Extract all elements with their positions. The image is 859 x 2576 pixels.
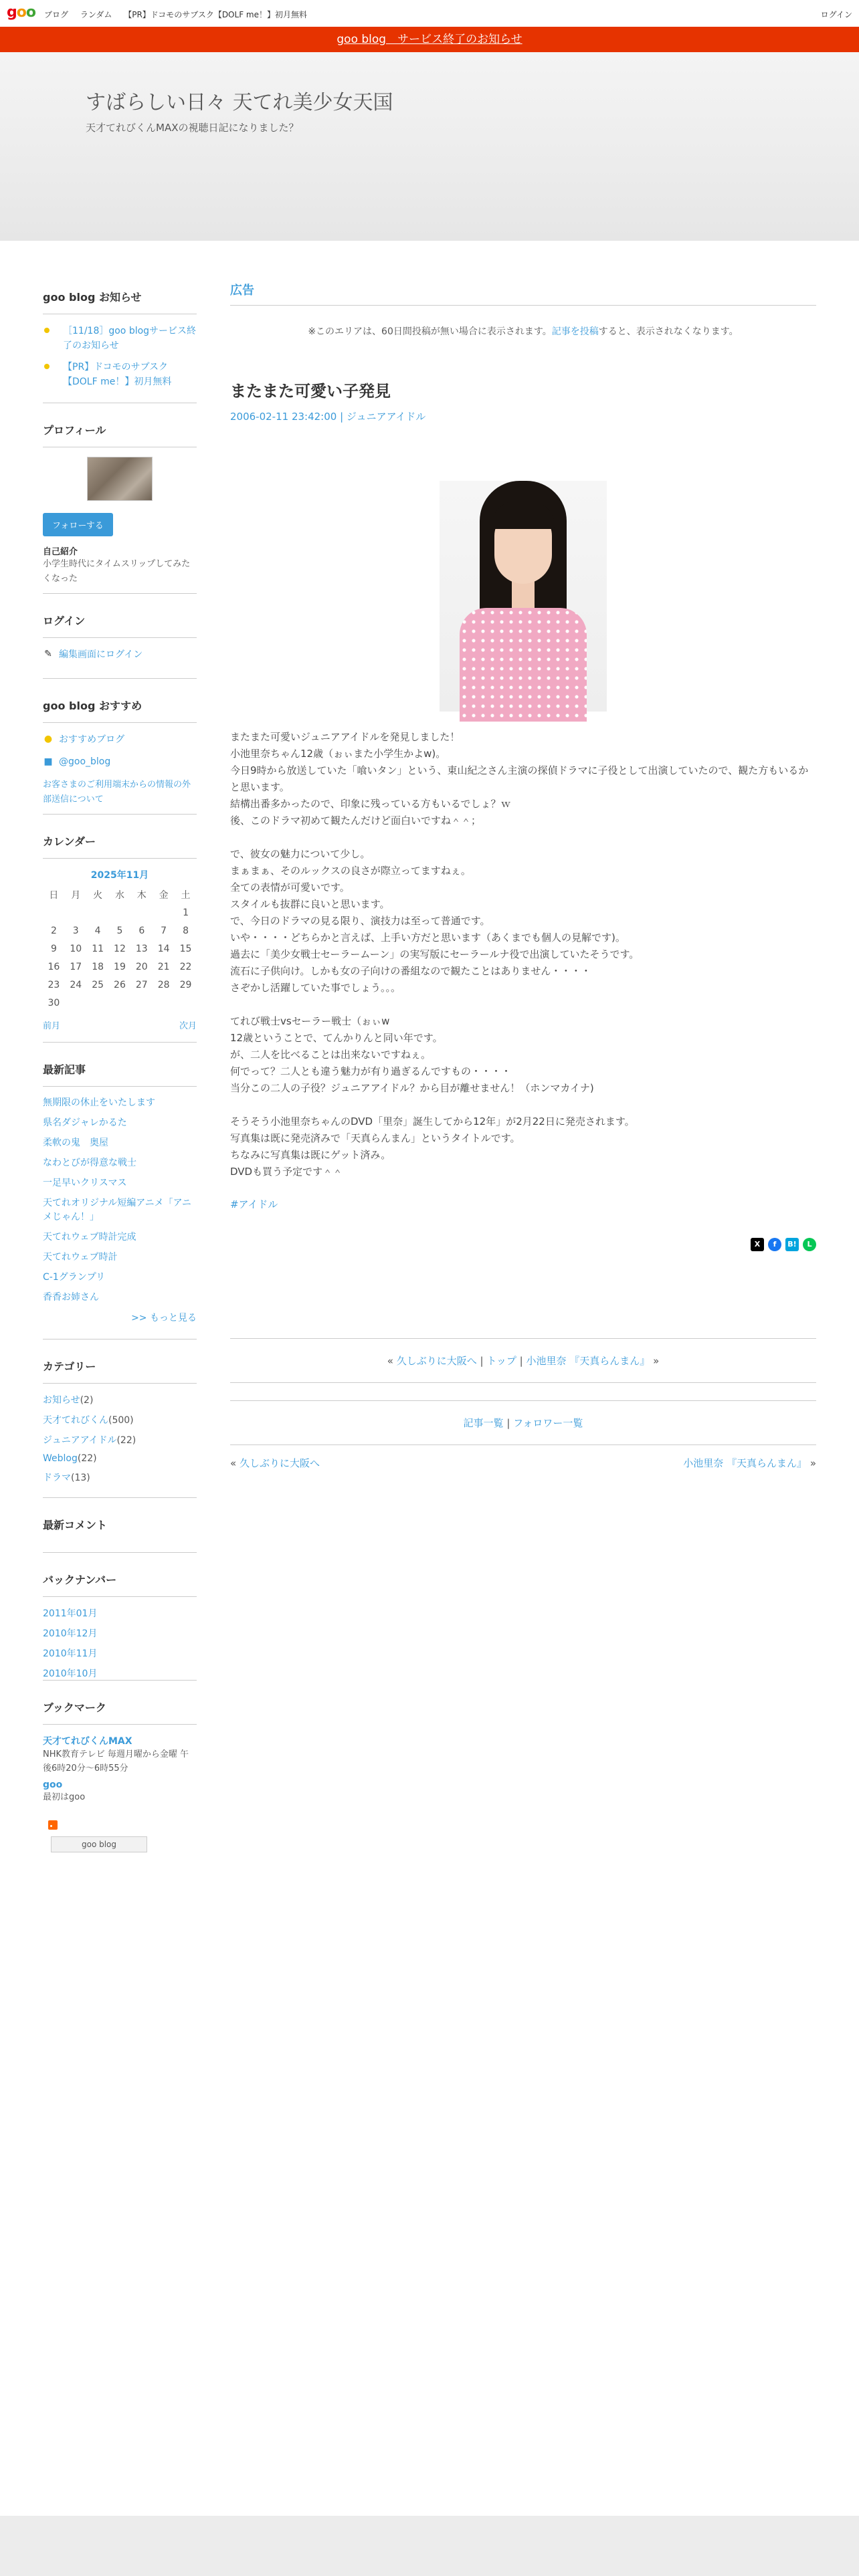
post-line: ちなみに写真集は既にゲット済み。 bbox=[230, 1149, 391, 1161]
calendar-day bbox=[153, 903, 175, 922]
category-section bbox=[43, 1350, 197, 1498]
dress-shape bbox=[460, 608, 587, 722]
bookmark-section bbox=[43, 1691, 197, 1852]
intro-text: 小学生時代にタイムスリップしてみたくなった bbox=[43, 559, 191, 584]
calendar-day: 9 bbox=[50, 943, 57, 954]
backnumber-link[interactable]: 2010年11月 bbox=[43, 1648, 98, 1659]
top-bar bbox=[0, 0, 859, 27]
calendar-day bbox=[130, 994, 153, 1012]
comments-section bbox=[43, 1509, 197, 1553]
hatena-bookmark-icon[interactable]: B! bbox=[785, 1238, 799, 1251]
comments-title: 最新コメント bbox=[43, 1519, 108, 1531]
post-line: いや・・・・どちらかと言えば、上手い方だと思います（あくまでも個人の見解です)。 bbox=[230, 932, 626, 944]
calendar-weekday: 水 bbox=[114, 889, 124, 901]
next-arrow-icon: » bbox=[653, 1355, 660, 1367]
post-line: DVDも買う予定です＾＾ bbox=[230, 1166, 343, 1178]
top-nav-blog[interactable]: ブログ bbox=[44, 10, 69, 19]
post-line: まぁまぁ、そのルックスの良さが際立ってますねぇ。 bbox=[230, 865, 471, 877]
recommend-blog-link[interactable]: おすすめブログ bbox=[59, 734, 125, 745]
calendar-day bbox=[130, 903, 153, 922]
goo-logo[interactable]: goo bbox=[7, 4, 35, 21]
backnumber-link[interactable]: 2010年10月 bbox=[43, 1669, 98, 1679]
category-count: (13) bbox=[71, 1473, 90, 1483]
category-link[interactable]: お知らせ bbox=[43, 1395, 80, 1406]
calendar-next-link[interactable]: 次月 bbox=[179, 1021, 197, 1031]
prev-post-link-bottom[interactable]: 久しぶりに大阪へ bbox=[239, 1457, 320, 1469]
post-line: 結構出番多かったので、印象に残っている方もいるでしょ？ｗ bbox=[230, 798, 511, 810]
notice-section bbox=[43, 281, 197, 403]
recent-link[interactable]: 一足早いクリスマス bbox=[43, 1178, 127, 1188]
calendar-day: 11 bbox=[92, 943, 104, 954]
calendar-weekday: 月 bbox=[71, 889, 81, 901]
profile-title: プロフィール bbox=[43, 414, 197, 447]
recent-item bbox=[43, 1116, 197, 1130]
recent-link[interactable]: 天てれオリジナル短編アニメ「アニメじゃん！」 bbox=[43, 1198, 191, 1222]
calendar-day: 8 bbox=[183, 925, 189, 936]
prev-arrow-icon: « bbox=[230, 1457, 237, 1469]
calendar-day: 6 bbox=[138, 925, 145, 936]
top-nav bbox=[44, 9, 316, 20]
line-share-icon[interactable]: L bbox=[803, 1238, 816, 1251]
calendar-day bbox=[109, 903, 131, 922]
recent-link[interactable]: なわとびが得意な戦士 bbox=[43, 1158, 136, 1168]
notice-item bbox=[43, 324, 197, 353]
calendar-day bbox=[43, 903, 65, 922]
post-line: が、二人を比べることは出来ないですねぇ。 bbox=[230, 1049, 432, 1061]
post-line: 小池里奈ちゃん12歳（ぉぃまた小学生かよw)。 bbox=[230, 748, 446, 760]
category-item bbox=[43, 1471, 197, 1484]
goo-blog-twitter-link[interactable]: @goo_blog bbox=[59, 756, 111, 767]
recommend-title: goo blog おすすめ bbox=[43, 689, 197, 723]
calendar-table bbox=[43, 885, 197, 1012]
post-line: スタイルも抜群に良いと思います。 bbox=[230, 898, 390, 910]
tag-link[interactable]: #アイドル bbox=[230, 1198, 278, 1210]
top-nav-pr[interactable]: 【PR】ドコモのサブスク【DOLF me！】初月無料 bbox=[124, 10, 307, 19]
post-paragraph bbox=[230, 846, 816, 996]
calendar-weekday: 土 bbox=[181, 889, 191, 901]
blog-description: 天才てれびくんMAXの視聴日記になりました？ bbox=[86, 122, 299, 134]
x-share-icon[interactable]: X bbox=[751, 1238, 764, 1251]
post-line: 後、このドラマ初めて観たんだけど面白いですね＾＾； bbox=[230, 815, 482, 827]
calendar-day bbox=[87, 903, 109, 922]
recent-more-link[interactable]: >> もっと見る bbox=[131, 1313, 197, 1323]
recent-item bbox=[43, 1196, 197, 1224]
calendar-nav bbox=[43, 1018, 197, 1031]
ad-note-text: ※このエリアは、60日間投稿が無い場合に表示されます。 bbox=[308, 326, 552, 337]
backnumber-title: バックナンバー bbox=[43, 1564, 197, 1597]
category-count: (2) bbox=[80, 1395, 94, 1406]
recent-item bbox=[43, 1251, 197, 1265]
blog-header bbox=[0, 52, 859, 241]
calendar-day bbox=[153, 994, 175, 1012]
recommend-section bbox=[43, 689, 197, 815]
calendar-day: 27 bbox=[135, 979, 148, 990]
calendar-day: 14 bbox=[157, 943, 170, 954]
calendar-day: 26 bbox=[114, 979, 126, 990]
calendar-week bbox=[43, 994, 197, 1012]
recent-link[interactable]: 県名ダジャレかるた bbox=[43, 1117, 127, 1128]
calendar-week bbox=[43, 922, 197, 940]
bookmark-title: ブックマーク bbox=[43, 1691, 197, 1725]
recent-item bbox=[43, 1271, 197, 1285]
category-link[interactable]: ドラマ bbox=[43, 1473, 71, 1483]
calendar-day bbox=[109, 994, 131, 1012]
calendar-day: 28 bbox=[157, 979, 170, 990]
meta-separator: | bbox=[337, 411, 347, 423]
recent-item bbox=[43, 1136, 197, 1150]
recent-title: 最新記事 bbox=[43, 1053, 197, 1087]
calendar-week bbox=[43, 940, 197, 958]
next-post-link[interactable]: 小池里奈 『天真らんまん』 bbox=[526, 1355, 650, 1367]
calendar-day: 15 bbox=[179, 943, 192, 954]
post-line: 全ての表情が可愛いです。 bbox=[230, 881, 350, 893]
calendar-day: 29 bbox=[179, 979, 192, 990]
facebook-share-icon[interactable]: f bbox=[768, 1238, 781, 1251]
category-link[interactable]: Weblog bbox=[43, 1453, 78, 1464]
article-list-link[interactable]: 記事一覧 bbox=[463, 1417, 504, 1429]
recent-link[interactable]: 天てれウェブ時計 bbox=[43, 1252, 118, 1263]
ad-note bbox=[230, 324, 816, 338]
prev-next-bar bbox=[230, 1456, 816, 1470]
notice-link[interactable]: 【PR】ドコモのサブスク【DOLF me！】初月無料 bbox=[63, 362, 172, 387]
post-paragraph bbox=[230, 729, 816, 829]
ad-note-text: すると、表示されなくなります。 bbox=[598, 326, 739, 337]
calendar-month[interactable]: 2025年11月 bbox=[90, 870, 149, 881]
post-line: で、今日のドラマの見る限り、演技力は至って普通です。 bbox=[230, 915, 490, 927]
profile-section bbox=[43, 414, 197, 594]
calendar-day: 21 bbox=[157, 961, 170, 972]
post-line: 当分この二人の子役？ジュニアアイドル？から目が離せません！（ホンマカイナ) bbox=[230, 1082, 594, 1094]
list-navigation bbox=[230, 1400, 816, 1445]
rss-icon[interactable] bbox=[48, 1820, 58, 1830]
post-title[interactable]: またまた可愛い子発見 bbox=[230, 382, 391, 401]
calendar-title: カレンダー bbox=[43, 825, 197, 859]
calendar-day: 1 bbox=[183, 907, 189, 918]
post-line: そうそう小池里奈ちゃんのDVD「里奈」誕生してから12年」が2月22日に発売されます。 bbox=[230, 1115, 635, 1128]
calendar-day: 22 bbox=[179, 961, 192, 972]
post-line: 流石に子供向け。しかも女の子向けの番組なので観たことはありません・・・・ bbox=[230, 965, 591, 977]
nav-separator: | bbox=[480, 1355, 487, 1367]
calendar-day: 10 bbox=[70, 943, 82, 954]
ad-title: 広告 bbox=[230, 281, 816, 306]
category-item bbox=[43, 1453, 197, 1464]
category-item bbox=[43, 1393, 197, 1406]
bookmark-desc: NHK教育テレビ 毎週月曜から金曜 午後6時20分〜6時55分 bbox=[43, 1749, 189, 1774]
calendar-day bbox=[65, 903, 87, 922]
nav-separator: | bbox=[519, 1355, 527, 1367]
category-count: (22) bbox=[77, 1453, 97, 1464]
recommend-row bbox=[43, 732, 197, 746]
calendar-day: 4 bbox=[94, 925, 101, 936]
follow-button[interactable]: フォローする bbox=[43, 513, 113, 536]
follower-list-link[interactable]: フォロワー一覧 bbox=[513, 1417, 583, 1429]
backnumber-link[interactable]: 2011年01月 bbox=[43, 1608, 98, 1619]
edit-login-link[interactable]: 編集画面にログイン bbox=[59, 649, 143, 660]
external-info-link[interactable]: お客さまのご利用端末からの情報の外部送信について bbox=[43, 780, 191, 804]
bookmark-link[interactable]: goo bbox=[43, 1780, 63, 1790]
recent-item bbox=[43, 1096, 197, 1110]
twitter-icon: ■ bbox=[43, 756, 53, 767]
calendar-day: 5 bbox=[116, 925, 123, 936]
calendar-weekday: 日 bbox=[49, 889, 59, 901]
calendar-week bbox=[43, 958, 197, 976]
post-line: またまた可愛いジュニアアイドルを発見しました！ bbox=[230, 731, 460, 743]
calendar-day: 24 bbox=[70, 979, 82, 990]
post-paragraph bbox=[230, 1013, 816, 1097]
post-line: てれび戦士vsセーラー戦士（ぉぃw bbox=[230, 1015, 390, 1027]
calendar-week bbox=[43, 903, 197, 922]
backnumber-section bbox=[43, 1564, 197, 1681]
next-arrow-icon: » bbox=[809, 1457, 816, 1469]
calendar-day: 19 bbox=[114, 961, 126, 972]
calendar-day: 20 bbox=[135, 961, 148, 972]
recent-link[interactable]: 無期限の休止をいたします bbox=[43, 1097, 155, 1108]
calendar-day: 30 bbox=[47, 997, 60, 1008]
calendar-section bbox=[43, 825, 197, 1043]
calendar-day: 18 bbox=[92, 961, 104, 972]
notice-title: goo blog お知らせ bbox=[43, 281, 197, 314]
footer bbox=[0, 2516, 859, 2576]
recent-link[interactable]: 柔軟の鬼 奥屋 bbox=[43, 1138, 108, 1148]
calendar-day: 25 bbox=[92, 979, 104, 990]
calendar-weekday: 金 bbox=[159, 889, 169, 901]
post-line: 今日9時から放送していた「喰いタン」という、東山紀之さん主演の探偵ドラマに子役として出演していたので、観た方もいるかと思います。 bbox=[230, 764, 809, 793]
backnumber-link[interactable]: 2010年12月 bbox=[43, 1628, 98, 1639]
notice-link[interactable]: ［11/18］goo blogサービス終了のお知らせ bbox=[63, 326, 197, 351]
sidebar bbox=[43, 281, 197, 1852]
calendar-day: 7 bbox=[161, 925, 167, 936]
bullet-icon bbox=[44, 364, 50, 369]
next-post-link-bottom[interactable]: 小池里奈 『天真らんまん』 bbox=[683, 1457, 807, 1469]
recent-link[interactable]: 天てれウェブ時計完成 bbox=[43, 1232, 136, 1243]
main-content bbox=[230, 281, 816, 1470]
category-title: カテゴリー bbox=[43, 1350, 197, 1384]
login-section bbox=[43, 605, 197, 679]
backnumber-list[interactable] bbox=[43, 1606, 197, 1679]
lightbulb-icon: ● bbox=[43, 734, 53, 744]
post-line: さぞかし活躍していた事でしょう。。。 bbox=[230, 982, 401, 994]
post-article-link[interactable]: 記事を投稿 bbox=[551, 326, 599, 337]
prev-arrow-icon: « bbox=[387, 1355, 393, 1367]
calendar-day: 12 bbox=[114, 943, 126, 954]
calendar-weekday: 木 bbox=[136, 889, 147, 901]
bookmark-desc: 最初はgoo bbox=[43, 1792, 86, 1802]
calendar-day: 23 bbox=[47, 979, 60, 990]
calendar-day: 2 bbox=[50, 925, 57, 936]
category-count: (22) bbox=[116, 1435, 136, 1446]
recent-section bbox=[43, 1053, 197, 1339]
calendar-week bbox=[43, 976, 197, 994]
bookmark-link[interactable]: 天才てれびくんMAX bbox=[43, 1736, 132, 1747]
recent-link[interactable]: 香香お姉さん bbox=[43, 1292, 99, 1303]
recent-item bbox=[43, 1291, 197, 1305]
calendar-day bbox=[87, 994, 109, 1012]
share-buttons bbox=[230, 1238, 816, 1251]
post-image[interactable] bbox=[440, 481, 607, 712]
category-count: (500) bbox=[108, 1415, 134, 1426]
prev-post-link[interactable]: 久しぶりに大阪へ bbox=[396, 1355, 477, 1367]
login-title: ログイン bbox=[43, 605, 197, 638]
calendar-day bbox=[65, 994, 87, 1012]
top-link[interactable]: トップ bbox=[486, 1355, 516, 1367]
calendar-day bbox=[175, 994, 197, 1012]
notice-item bbox=[43, 360, 197, 389]
calendar-day: 3 bbox=[72, 925, 79, 936]
recent-item bbox=[43, 1230, 197, 1245]
intro-label: 自己紹介 bbox=[43, 547, 78, 557]
service-end-notice bbox=[0, 27, 859, 52]
profile-image[interactable] bbox=[87, 457, 153, 501]
post-line: 12歳ということで、てんかりんと同い年です。 bbox=[230, 1032, 443, 1044]
post-navigation bbox=[230, 1338, 816, 1383]
category-item bbox=[43, 1433, 197, 1446]
recent-item bbox=[43, 1176, 197, 1190]
recommend-row bbox=[43, 756, 197, 767]
calendar-day: 17 bbox=[70, 961, 82, 972]
recent-link[interactable]: C-1グランプリ bbox=[43, 1272, 106, 1283]
post-paragraph bbox=[230, 1113, 816, 1180]
blog-title[interactable]: すばらしい日々 天てれ美少女天国 bbox=[86, 91, 393, 114]
bullet-icon bbox=[44, 328, 50, 333]
calendar-prev-link[interactable]: 前月 bbox=[43, 1021, 61, 1031]
login-row bbox=[43, 647, 197, 661]
recent-item bbox=[43, 1156, 197, 1170]
top-nav-random[interactable]: ランダム bbox=[80, 10, 112, 19]
post-meta bbox=[230, 409, 816, 423]
pencil-icon: ✎ bbox=[44, 649, 52, 659]
post-category[interactable]: ジュニアアイドル bbox=[346, 411, 426, 423]
service-end-link[interactable]: goo blog サービス終了のお知らせ bbox=[337, 33, 522, 46]
category-item bbox=[43, 1413, 197, 1426]
post-line: 過去に「美少女戦士セーラームーン」の実写版にセーラールナ役で出演していたそうです。 bbox=[230, 948, 640, 960]
nav-separator: | bbox=[506, 1417, 514, 1429]
post-body bbox=[230, 729, 816, 1180]
post-line: 写真集は既に発売済みで「天真らんまん」というタイトルです。 bbox=[230, 1132, 520, 1144]
calendar-day: 16 bbox=[47, 961, 60, 972]
calendar-weekday: 火 bbox=[93, 889, 103, 901]
post-date[interactable]: 2006-02-11 23:42:00 bbox=[230, 411, 337, 423]
goo-blog-badge[interactable]: goo blog bbox=[51, 1836, 147, 1852]
category-link[interactable]: 天才てれびくん bbox=[43, 1415, 108, 1426]
calendar-day: 13 bbox=[135, 943, 148, 954]
post-line: で、彼女の魅力について少し。 bbox=[230, 848, 371, 860]
post-line: 何でって？二人とも違う魅力が有り過ぎるんですもの・・・・ bbox=[230, 1065, 512, 1077]
category-link[interactable]: ジュニアアイドル bbox=[43, 1435, 117, 1446]
login-link[interactable]: ログイン bbox=[820, 10, 852, 19]
